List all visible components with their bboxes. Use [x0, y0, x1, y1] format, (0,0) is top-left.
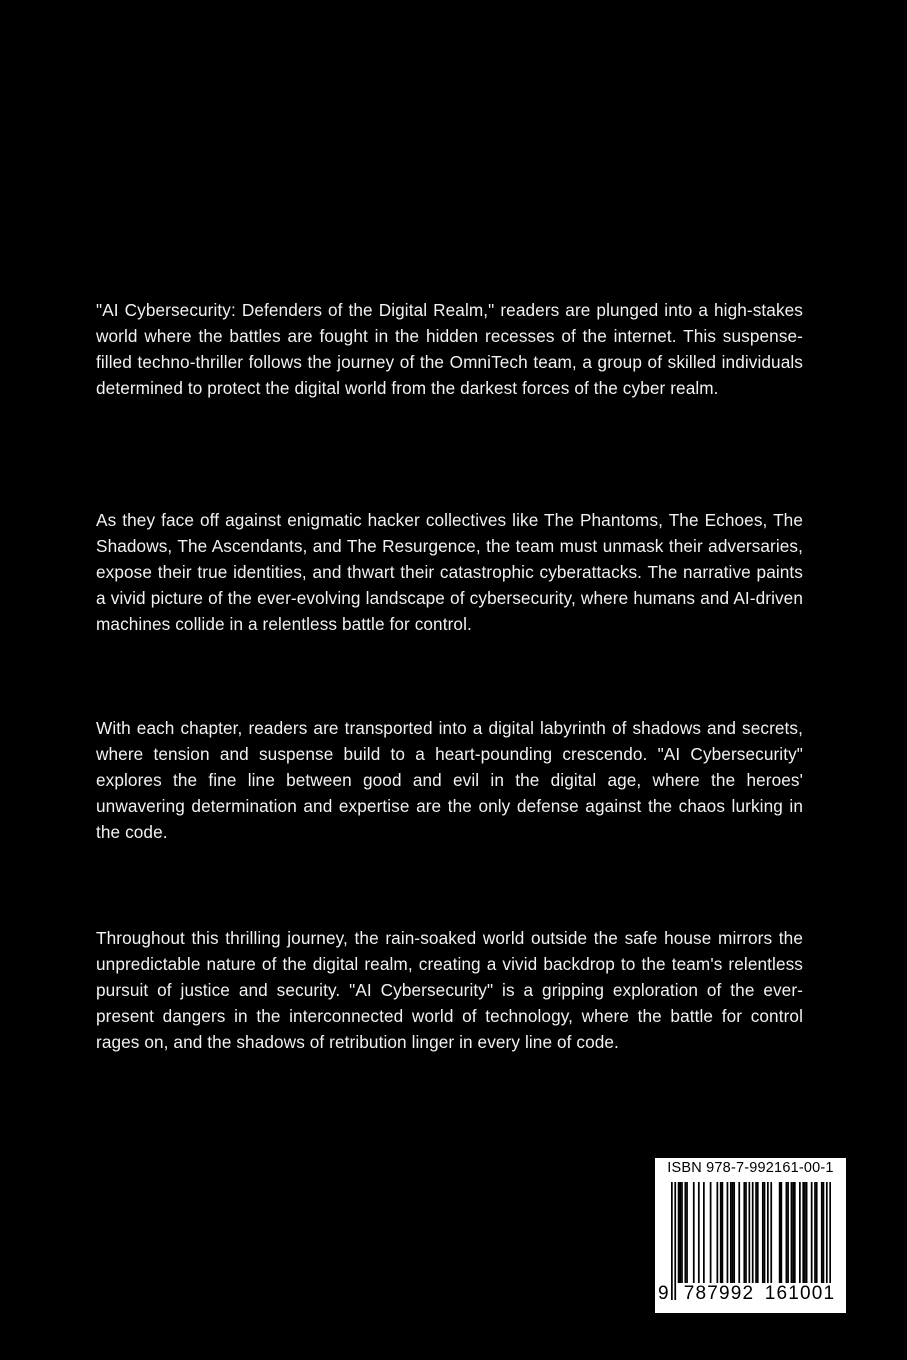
barcode-bar	[716, 1182, 718, 1283]
barcode-bar	[814, 1182, 816, 1283]
isbn-barcode	[655, 1158, 846, 1313]
barcode-bar	[764, 1182, 766, 1283]
barcode-bar	[799, 1182, 801, 1283]
barcode-bar	[710, 1182, 712, 1283]
barcode-bar	[727, 1182, 729, 1283]
barcode-bar	[720, 1182, 722, 1283]
barcode-bar	[757, 1182, 759, 1283]
barcode-bar	[823, 1182, 825, 1283]
barcode-bar	[703, 1182, 705, 1283]
barcode-bar	[780, 1182, 782, 1283]
barcode-bar	[681, 1182, 683, 1283]
barcode-bar	[686, 1182, 688, 1283]
barcode-bar	[738, 1182, 740, 1283]
barcode-bar	[733, 1182, 735, 1283]
barcode-digits	[655, 1283, 846, 1309]
isbn-label: ISBN 978-7-992161-00-1	[667, 1160, 834, 1176]
barcode-bar	[743, 1182, 745, 1283]
barcode-bar	[787, 1182, 789, 1283]
barcode-bar	[767, 1182, 769, 1283]
barcode-bar	[679, 1182, 681, 1283]
barcode-bar	[770, 1182, 772, 1283]
barcode-digit-lead: 9	[658, 1283, 669, 1304]
barcode-bar	[730, 1182, 732, 1283]
barcode-bar	[745, 1182, 747, 1283]
blurb-paragraph-2: As they face off against enigmatic hacker collectives like The Phantoms, The Echoes, The Shadows, The Ascendants, and The Resurgence, the team must unmask their adversaries, expose their true identities, and thwart their catastrophic cyberattacks. The narrative paints a vivid picture of the ever-evolving landscape of cybersecurity, where humans and AI-driven machines collide in a relentless battle for control.	[96, 510, 803, 634]
barcode-bar	[678, 1182, 680, 1283]
blurb-paragraph-1: "AI Cybersecurity: Defenders of the Digital Realm," readers are plunged into a high-stakes world where the battles are fought in the hidden recesses of the internet. This suspense-filled techno-thriller follows the journey of the OmniTech team, a group of skilled individuals determined to protect the digital world from the darkest forces of the cyber realm.	[96, 300, 803, 398]
barcode-bar	[786, 1182, 788, 1283]
barcode-bar	[755, 1182, 757, 1283]
barcode-bar	[732, 1182, 734, 1283]
barcode-bar	[722, 1182, 724, 1283]
barcode-bar	[684, 1182, 686, 1283]
barcode-bar	[779, 1182, 781, 1283]
barcode-bar	[698, 1182, 700, 1283]
barcode-bar	[794, 1182, 796, 1283]
barcode-bar	[811, 1182, 813, 1283]
barcode-digits-left: 787992	[681, 1283, 757, 1305]
barcode-bar	[802, 1182, 804, 1283]
barcode-bar	[821, 1182, 823, 1283]
barcode-bar	[791, 1182, 793, 1283]
blurb-paragraph-4: Throughout this thrilling journey, the rain-soaked world outside the safe house mirrors the unpredictable nature of the digital realm, creating a vivid backdrop to the team's relentless pursuit of justice and security. "AI Cybersecurity" is a gripping exploration of the ever-present dangers in the interconnected world of technology, where the battle for control rages on, and the shadows of retribution linger in every line of code.	[96, 928, 803, 1052]
barcode-bar	[762, 1182, 764, 1283]
barcode-bar	[804, 1182, 806, 1283]
barcode-bar	[693, 1182, 695, 1283]
barcode-bar	[806, 1182, 808, 1283]
blurb-paragraph-3: With each chapter, readers are transported into a digital labyrinth of shadows and secrets, where tension and suspense build to a heart-pounding crescendo. "AI Cybersecurity" explores the fine line between good and evil in the digital age, where the heroes' unwavering determination and expertise are the only defense against the chaos lurking in the code.	[96, 718, 803, 842]
barcode-digits-right: 161001	[762, 1283, 838, 1305]
barcode-bar	[792, 1182, 794, 1283]
barcode-bar	[816, 1182, 818, 1283]
